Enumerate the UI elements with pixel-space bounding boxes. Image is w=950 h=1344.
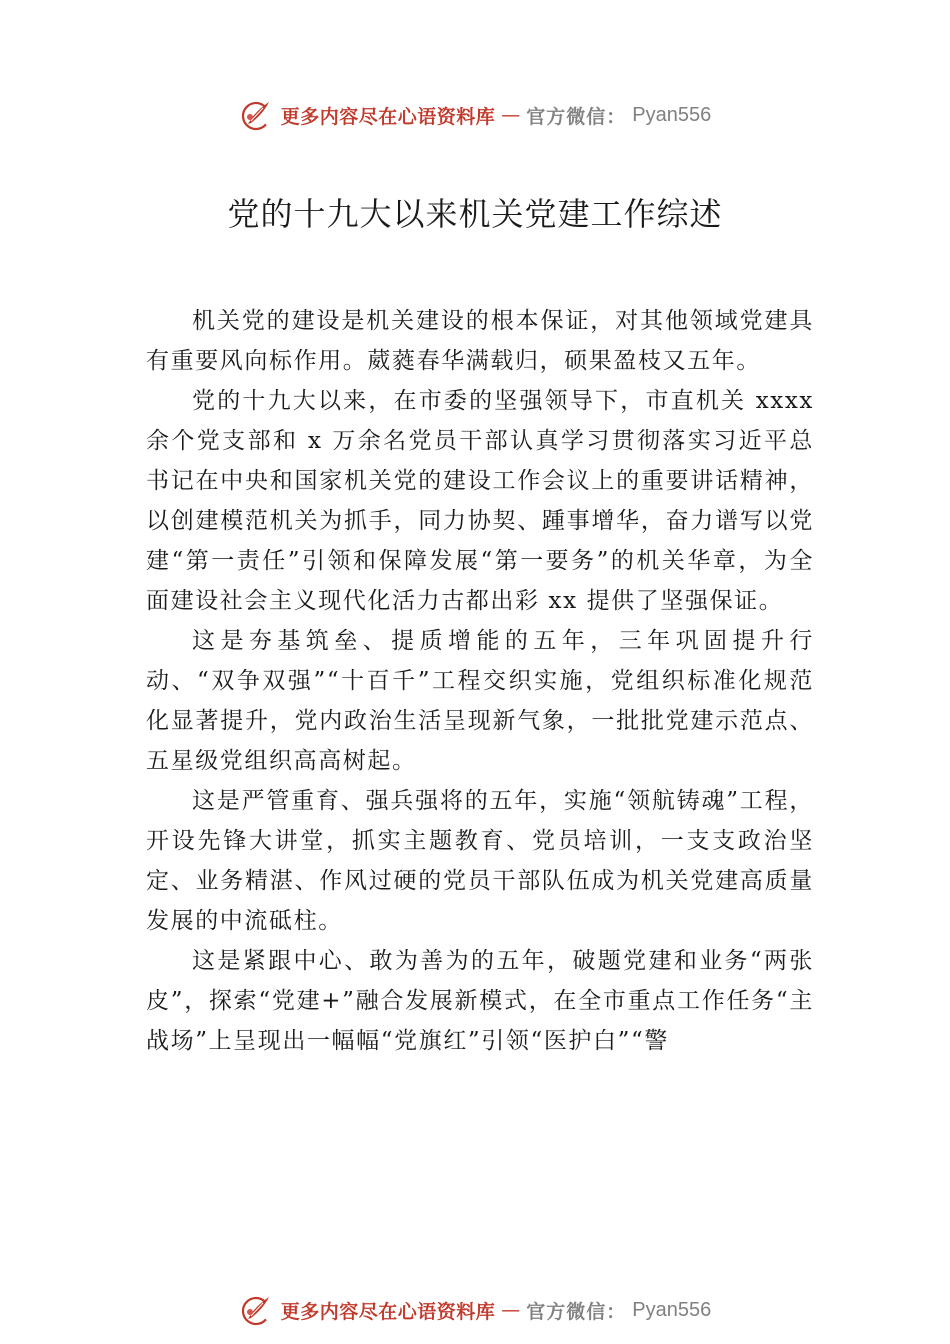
paragraph: 这是紧跟中心、敢为善为的五年，破题党建和业务“两张皮”，探索“党建+”融合发展新模式，在全市重点工作任务“主战场”上呈现出一幅幅“党旗红”引领“医护白”“警 — [146, 948, 814, 1054]
paragraph: 机关党的建设是机关建设的根本保证，对其他领域党建具有重要风向标作用。葳蕤春华满载归，硕果盈枝又五年。 — [146, 308, 814, 374]
rose-quill-icon — [239, 1292, 275, 1328]
rose-quill-icon — [239, 97, 275, 133]
watermark-brand: 更多内容尽在心语资料库 — [280, 1300, 496, 1323]
document-title: 党的十九大以来机关党建工作综述 — [227, 195, 723, 233]
paragraph: 这是严管重育、强兵强将的五年，实施“领航铸魂”工程，开设先锋大讲堂，抓实主题教育、党员培训，一支支政治坚定、业务精湛、作风过硬的党员干部队伍成为机关党建高质量发展的中流砥柱。 — [146, 788, 814, 934]
watermark-brand: 更多内容尽在心语资料库 — [280, 105, 496, 128]
paragraph: 这是夯基筑垒、提质增能的五年，三年巩固提升行动、“双争双强”“十百千”工程交织实施，党组织标准化规范化显著提升，党内政治生活呈现新气象，一批批党建示范点、 五星级党组织高高树起。 — [146, 628, 814, 774]
header-watermark — [0, 93, 950, 137]
document-body — [146, 301, 814, 1061]
watermark-official-label: 官方微信： — [526, 1300, 627, 1323]
footer-watermark — [0, 1288, 950, 1332]
watermark-wechat-id: Pyan556 — [632, 1298, 712, 1321]
watermark-wechat-id: Pyan556 — [632, 103, 712, 126]
watermark-separator: — — [501, 104, 521, 126]
paragraph: 党的十九大以来，在市委的坚强领导下，市直机关 xxxx 余个党支部和 x 万余名党员干部认真学习贯彻落实习近平总书记在中央和国家机关党的建设工作会议上的重要讲话精神，以创建模范机关为抓手，同力协契、踵事增华，奋力谱写以党建“第一责任”引领和保障发展“第一要务”的机关华章，为全面建设社会主义现代化活力古都出彩 xx 提供了坚强保证。 — [146, 388, 814, 614]
watermark-separator: — — [501, 1299, 521, 1321]
watermark-official-label: 官方微信： — [526, 105, 627, 128]
